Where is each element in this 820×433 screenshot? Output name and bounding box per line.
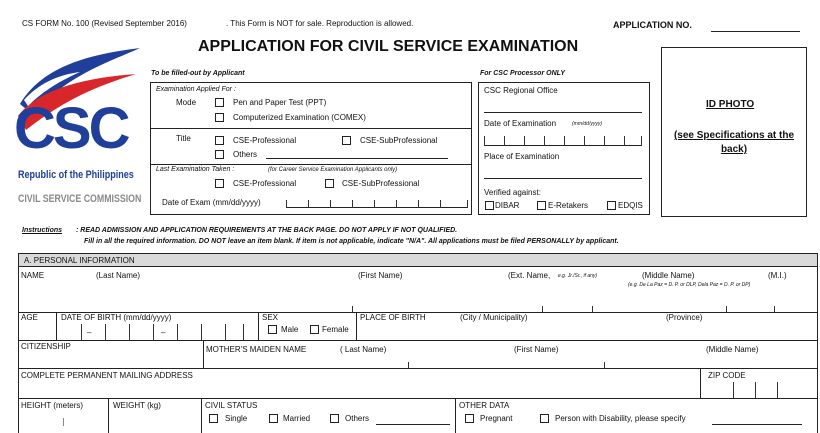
cse-subprofessional-checkbox[interactable]: [342, 136, 351, 145]
cse-professional-checkbox[interactable]: [215, 136, 224, 145]
mothers-maiden-name-label: MOTHER'S MAIDEN NAME: [206, 345, 307, 354]
divider: [150, 128, 472, 129]
logo-text: CSC: [14, 96, 128, 161]
dob-label: DATE OF BIRTH (mm/dd/yyyy): [61, 313, 172, 322]
edqis-checkbox[interactable]: [607, 201, 616, 210]
pregnant-checkbox[interactable]: [465, 414, 474, 423]
name-input-row[interactable]: [18, 268, 818, 312]
last-cse-subprofessional-label: CSE-SubProfessional: [342, 179, 420, 188]
applicant-heading: To be filled-out by Applicant: [151, 70, 245, 77]
processor-heading: For CSC Processor ONLY: [480, 70, 566, 77]
pregnant-label: Pregnant: [480, 414, 513, 423]
last-exam-note: (for Career Service Examination Applicants only): [268, 167, 398, 173]
height-label: HEIGHT (meters): [21, 401, 84, 410]
civil-others-specify-field[interactable]: [376, 424, 450, 425]
single-label: Single: [225, 414, 248, 423]
section-a-header: [18, 253, 818, 267]
regional-office-field[interactable]: [484, 112, 642, 113]
sex-label: SEX: [262, 313, 279, 322]
pwd-label: Person with Disability, please specify: [555, 414, 686, 423]
ppt-checkbox[interactable]: [215, 98, 224, 107]
weight-field[interactable]: [109, 412, 201, 433]
page-title: APPLICATION FOR CIVIL SERVICE EXAMINATION: [198, 38, 579, 55]
address-field[interactable]: [19, 382, 699, 398]
row-divider: [18, 398, 818, 399]
city-label: (City / Municipality): [460, 313, 528, 322]
e-retakers-checkbox[interactable]: [537, 201, 546, 210]
place-of-examination-label: Place of Examination: [484, 152, 560, 161]
last-cse-professional-label: CSE-Professional: [233, 179, 297, 188]
female-label: Female: [322, 325, 349, 334]
mode-label: Mode: [176, 98, 197, 107]
date-format-note: (mm/dd/yyyy): [572, 121, 602, 127]
divider: [150, 164, 472, 165]
column-divider: [258, 312, 259, 340]
application-no-label: APPLICATION NO.: [613, 20, 692, 30]
mother-last-name-label: ( Last Name): [340, 345, 387, 354]
last-exam-label: Last Examination Taken :: [156, 166, 235, 173]
others-label: Others: [233, 150, 258, 159]
civil-others-checkbox[interactable]: [330, 414, 339, 423]
dibar-checkbox[interactable]: [485, 201, 494, 210]
dob-field[interactable]: – –: [57, 324, 258, 340]
middle-name-label: (Middle Name): [642, 271, 695, 280]
citizenship-label: CITIZENSHIP: [21, 342, 71, 351]
ext-name-example: e.g. Jr./Sr., if any): [558, 273, 598, 279]
id-photo-title: ID PHOTO: [706, 99, 755, 110]
application-no-field[interactable]: [711, 31, 800, 32]
married-checkbox[interactable]: [269, 414, 278, 423]
exam-applied-label: Examination Applied For :: [156, 86, 236, 93]
height-field[interactable]: [19, 412, 107, 433]
logo-line2: CIVIL SERVICE COMMISSION: [18, 193, 142, 205]
verified-against-label: Verified against:: [484, 188, 541, 197]
ppt-label: Pen and Paper Test (PPT): [233, 98, 327, 107]
csc-logo: [14, 44, 148, 219]
mother-middle-name-label: (Middle Name): [706, 345, 759, 354]
first-name-label: (First Name): [358, 271, 403, 280]
regional-office-label: CSC Regional Office: [484, 86, 558, 95]
citizenship-field[interactable]: [19, 352, 203, 368]
civil-status-label: CIVIL STATUS: [205, 401, 258, 410]
mothers-maiden-name-field[interactable]: [204, 354, 817, 368]
mother-first-name-label: (First Name): [514, 345, 559, 354]
e-retakers-label: E-Retakers: [548, 201, 589, 210]
section-a-title: A. PERSONAL INFORMATION: [24, 256, 135, 265]
form-number: CS FORM No. 100 (Revised September 2016): [22, 19, 187, 28]
place-of-birth-label: PLACE OF BIRTH: [360, 313, 426, 322]
male-checkbox[interactable]: [268, 325, 277, 334]
address-label: COMPLETE PERMANENT MAILING ADDRESS: [21, 371, 193, 380]
weight-label: WEIGHT (kg): [113, 401, 161, 410]
cse-subprofessional-label: CSE-SubProfessional: [360, 136, 438, 145]
comex-checkbox[interactable]: [215, 113, 224, 122]
others-specify-field[interactable]: [266, 158, 448, 159]
married-label: Married: [283, 414, 311, 423]
logo-line1: Republic of the Philippines: [18, 169, 134, 181]
dibar-label: DIBAR: [495, 201, 520, 210]
zip-code-label: ZIP CODE: [708, 371, 746, 380]
row-divider: [18, 340, 818, 341]
place-of-birth-field[interactable]: [357, 314, 817, 340]
middle-name-example: (e.g. De La Paz = D. P. or DLP, Dela Paz = D. P. or DP): [628, 282, 751, 288]
civil-others-label: Others: [345, 414, 370, 423]
comex-label: Computerized Examination (COMEX): [233, 113, 366, 122]
single-checkbox[interactable]: [209, 414, 218, 423]
ext-name-label: (Ext. Name,: [508, 271, 551, 280]
instructions-line2: Fill in all the required information. DO NOT leave an item blank. If item is not applicable, indicate "N/A". All applications must be filed PERSONALLY by applicant.: [84, 238, 619, 245]
female-checkbox[interactable]: [310, 325, 319, 334]
others-checkbox[interactable]: [215, 150, 224, 159]
column-divider: [455, 398, 456, 433]
province-label: (Province): [666, 313, 703, 322]
other-data-label: OTHER DATA: [459, 401, 510, 410]
last-name-label: (Last Name): [96, 271, 141, 280]
pwd-checkbox[interactable]: [540, 414, 549, 423]
last-cse-professional-checkbox[interactable]: [215, 179, 224, 188]
instructions-line1: : READ ADMISSION AND APPLICATION REQUIREMENTS AT THE BACK PAGE. DO NOT APPLY IF NOT QUALIFIED.: [76, 227, 458, 234]
row-divider: [18, 368, 818, 369]
date-of-exam-label: Date of Exam (mm/dd/yyyy): [162, 198, 261, 207]
zip-code-field[interactable]: [701, 382, 817, 398]
mi-label: (M.I.): [768, 271, 787, 280]
instructions-label: Instructions: [22, 227, 63, 234]
not-for-sale-note: . This Form is NOT for sale. Reproduction is allowed.: [226, 19, 414, 28]
pwd-specify-field[interactable]: [712, 424, 802, 425]
male-label: Male: [281, 325, 299, 334]
date-of-examination-label: Date of Examination: [484, 119, 557, 128]
cse-professional-label: CSE-Professional: [233, 136, 297, 145]
place-of-examination-field[interactable]: [484, 178, 642, 179]
date-of-examination-field[interactable]: [484, 132, 642, 146]
title-label: Title: [176, 134, 191, 143]
age-label: AGE: [21, 313, 38, 322]
date-of-exam-field[interactable]: [286, 196, 468, 208]
id-photo-note: (see Specifications at the back): [673, 130, 795, 155]
name-label: NAME: [21, 271, 45, 280]
column-divider: [201, 398, 202, 433]
last-cse-subprofessional-checkbox[interactable]: [325, 179, 334, 188]
edqis-label: EDQIS: [618, 201, 643, 210]
